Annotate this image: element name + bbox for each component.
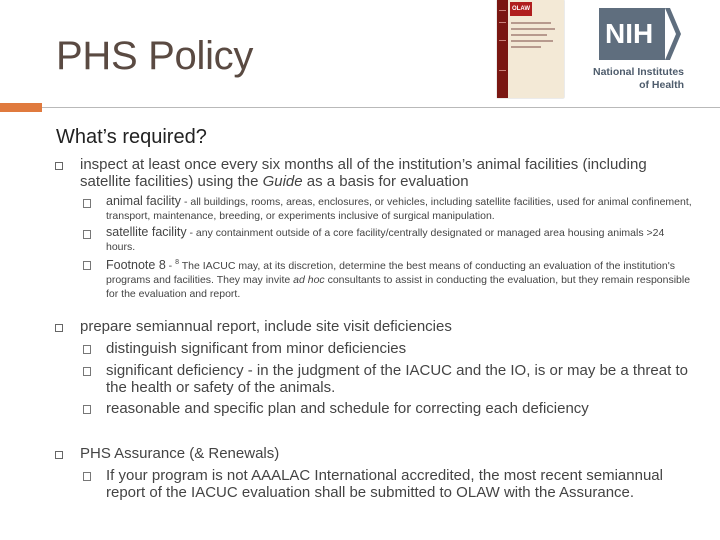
nih-logo-line1: National Institutes — [592, 66, 684, 78]
footnote-separator: - — [165, 260, 176, 273]
nih-logo-line2: of Health — [639, 79, 684, 91]
sub-bullet-animal-facility — [106, 194, 696, 222]
bullet-marker — [55, 324, 63, 332]
sub-bullet-assurance-report: If your program is not AAALAC International accredited, the most recent semiannual report of the IACUC evaluation shall be submitted to OLAW with the Assurance. — [106, 467, 663, 501]
olaw-logo: OLAW — [510, 2, 532, 16]
bullet-assurance: PHS Assurance (& Renewals) — [80, 445, 280, 462]
nih-chevron-icon — [665, 8, 681, 60]
bullet-report: prepare semiannual report, include site visit deficiencies — [80, 318, 452, 335]
section-heading: What’s required? — [56, 126, 207, 148]
sub-bullet-marker — [83, 345, 91, 354]
footnote-superscript: 8 — [175, 259, 180, 266]
animal-facility-definition: - all buildings, rooms, areas, enclosures, or vehicles, including satellite facilities, used for animal confinement, transport, maintenance, breeding, or experiments inclusive of surgical manipulation. — [106, 196, 692, 222]
bullet-marker — [55, 162, 63, 170]
sub-bullet-report-significant: significant deficiency - in the judgment of the IACUC and the IO, is or may be a threat to the health or safety of the animals. — [106, 362, 688, 396]
slide-title: PHS Policy — [56, 34, 254, 78]
sub-bullet-marker — [83, 199, 91, 208]
title-divider — [42, 107, 720, 108]
book-cover-text-lines — [511, 22, 557, 52]
guide-term: Guide — [262, 172, 303, 190]
nih-logo-text — [584, 66, 684, 92]
guide-book-cover-image — [497, 0, 564, 98]
bullet-marker — [55, 451, 63, 459]
footnote-text-before: The IACUC may, at its discretion, determine the best means of conducting an evaluation of the institution's programs and facilities. They may invite — [106, 260, 675, 287]
footnote-text-after: consultants to assist in conducting the evaluation, but they remain responsible for the evaluation and report. — [106, 274, 691, 301]
satellite-facility-term: satellite facility — [106, 225, 187, 239]
book-spine — [499, 0, 506, 98]
title-accent-bar — [0, 103, 42, 112]
footnote-term: Footnote 8 — [106, 258, 166, 273]
sub-bullet-report-plan: reasonable and specific plan and schedule for correcting each deficiency — [106, 400, 589, 417]
sub-bullet-marker — [83, 472, 91, 481]
bullet-inspect — [80, 157, 700, 190]
sub-bullet-marker — [83, 261, 91, 270]
sub-bullet-marker — [83, 230, 91, 239]
sub-bullet-footnote — [106, 256, 696, 300]
animal-facility-term: animal facility — [106, 194, 182, 208]
sub-bullet-report-distinguish: distinguish significant from minor deficiencies — [106, 340, 407, 357]
sub-bullet-marker — [83, 367, 91, 376]
bullet-inspect-text-before: inspect at least once every six months all of the institution’s animal facilities (including satellite facilities) using the — [80, 156, 647, 190]
nih-logo-mark: NIH — [599, 8, 665, 60]
satellite-facility-definition: - any containment outside of a core facility/centrally designated or managed area housing animals >24 hours. — [106, 227, 665, 253]
sub-bullet-satellite-facility — [106, 225, 696, 253]
bullet-inspect-text-after: as a basis for evaluation — [302, 172, 469, 190]
ad-hoc-term: ad hoc — [293, 274, 325, 287]
sub-bullet-marker — [83, 405, 91, 414]
